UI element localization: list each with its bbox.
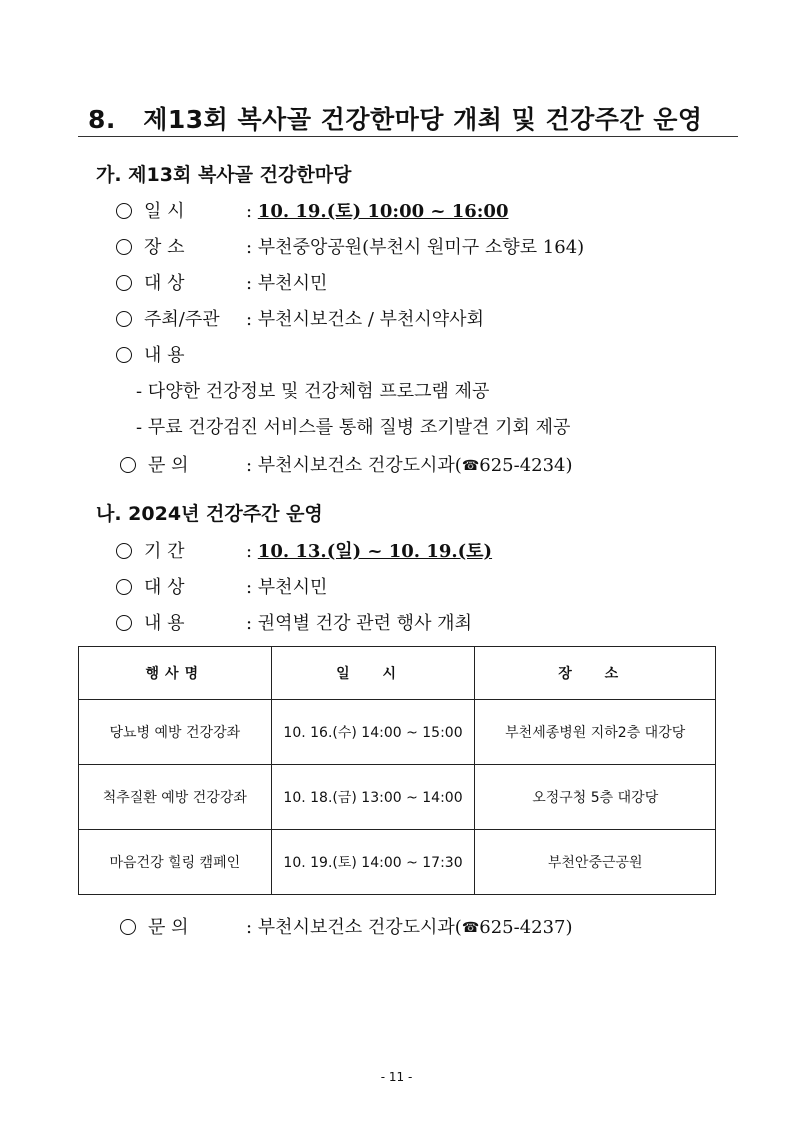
inquiry-phone: 625-4237) xyxy=(479,917,573,938)
part-a-item-date: 일 시 : 10. 19.(토) 10:00 ~ 16:00 xyxy=(116,197,508,223)
item-label: 대 상 xyxy=(144,273,185,294)
header-event-name: 행사명 xyxy=(79,647,272,700)
event-name-cell: 마음건강 힐링 캠페인 xyxy=(79,830,272,895)
inquiry-value: 부천시보건소 건강도시과( xyxy=(257,917,462,938)
item-value: 권역별 건강 관련 행사 개최 xyxy=(257,613,472,634)
event-name-cell: 당뇨병 예방 건강강좌 xyxy=(79,700,272,765)
table-row xyxy=(79,765,716,830)
section-number: 8. xyxy=(88,105,116,134)
part-a-heading: 가. 제13회 복사골 건강한마당 xyxy=(96,164,352,186)
part-a-item-target: 대 상 : 부천시민 xyxy=(116,269,327,295)
header-datetime: 일 시 xyxy=(271,647,475,700)
title-underline xyxy=(78,136,738,137)
content-detail-2: - 무료 건강검진 서비스를 통해 질병 조기발견 기회 제공 xyxy=(136,417,571,438)
event-name-cell: 척추질환 예방 건강강좌 xyxy=(79,765,272,830)
table-row xyxy=(79,830,716,895)
event-place-cell: 부천세종병원 지하2층 대강당 xyxy=(475,700,716,765)
part-a-item-host: 주최/주관 : 부천시보건소 / 부천시약사회 xyxy=(116,305,484,331)
item-value: 부천시민 xyxy=(257,273,328,294)
circle-bullet-icon xyxy=(116,239,132,255)
part-b-heading: 나. 2024년 건강주간 운영 xyxy=(96,503,323,525)
circle-bullet-icon xyxy=(116,543,132,559)
phone-icon: ☎ xyxy=(461,458,480,474)
item-label: 장 소 xyxy=(144,237,185,258)
item-label: 내 용 xyxy=(144,345,185,366)
event-datetime-cell: 10. 19.(토) 14:00 ~ 17:30 xyxy=(271,830,475,895)
events-table xyxy=(78,646,716,895)
item-value: 부천시민 xyxy=(257,577,328,598)
circle-bullet-icon xyxy=(116,203,132,219)
part-b-inquiry: 문 의 : 부천시보건소 건강도시과(☎625-4237) xyxy=(120,913,573,939)
part-b-item-target: 대 상 : 부천시민 xyxy=(116,573,327,599)
item-label: 대 상 xyxy=(144,577,185,598)
part-a-inquiry: 문 의 : 부천시보건소 건강도시과(☎625-4234) xyxy=(120,451,573,477)
circle-bullet-icon xyxy=(116,275,132,291)
inquiry-value: 부천시보건소 건강도시과( xyxy=(257,455,462,476)
event-place-cell: 부천안중근공원 xyxy=(475,830,716,895)
item-value: 10. 19.(토) 10:00 ~ 16:00 xyxy=(257,201,509,222)
circle-bullet-icon xyxy=(120,457,136,473)
item-label: 문 의 xyxy=(148,917,189,938)
item-label: 일 시 xyxy=(144,201,185,222)
part-b-item-period: 기 간 : 10. 13.(일) ~ 10. 19.(토) xyxy=(116,537,492,563)
part-a-item-content xyxy=(116,341,185,367)
page-number: - 11 - xyxy=(380,1070,413,1084)
part-a-item-place: 장 소 : 부천중앙공원(부천시 원미구 소향로 164) xyxy=(116,233,584,259)
event-datetime-cell: 10. 18.(금) 13:00 ~ 14:00 xyxy=(271,765,475,830)
section-title xyxy=(88,100,703,136)
item-label: 기 간 xyxy=(144,541,185,562)
section-title-text: 제13회 복사골 건강한마당 개최 및 건강주간 운영 xyxy=(143,105,703,134)
item-value: 부천중앙공원(부천시 원미구 소향로 164) xyxy=(257,237,585,258)
item-value: 10. 13.(일) ~ 10. 19.(토) xyxy=(257,541,493,562)
part-b-item-content: 내 용 : 권역별 건강 관련 행사 개최 xyxy=(116,609,472,635)
item-label: 문 의 xyxy=(148,455,189,476)
header-place: 장 소 xyxy=(475,647,716,700)
inquiry-phone: 625-4234) xyxy=(479,455,573,476)
phone-icon: ☎ xyxy=(461,920,480,936)
item-label: 내 용 xyxy=(144,613,185,634)
table-header-row xyxy=(79,647,716,700)
circle-bullet-icon xyxy=(116,615,132,631)
circle-bullet-icon xyxy=(116,347,132,363)
circle-bullet-icon xyxy=(116,311,132,327)
table-row xyxy=(79,700,716,765)
event-place-cell: 오정구청 5층 대강당 xyxy=(475,765,716,830)
event-datetime-cell: 10. 16.(수) 14:00 ~ 15:00 xyxy=(271,700,475,765)
circle-bullet-icon xyxy=(120,919,136,935)
content-detail-1: - 다양한 건강정보 및 건강체험 프로그램 제공 xyxy=(136,381,490,402)
item-value: 부천시보건소 / 부천시약사회 xyxy=(257,309,484,330)
circle-bullet-icon xyxy=(116,579,132,595)
item-label: 주최/주관 xyxy=(144,309,220,330)
